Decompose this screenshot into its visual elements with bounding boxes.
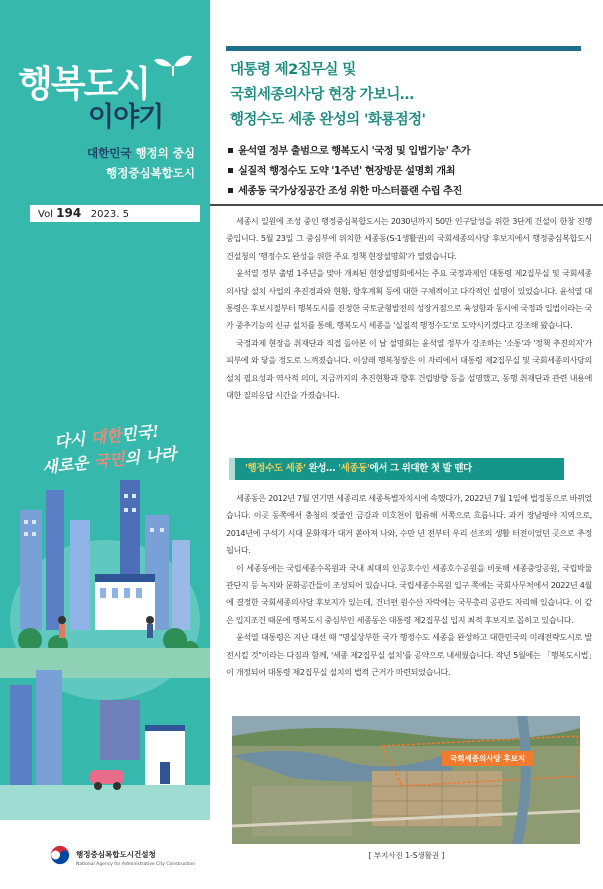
slogan-text: 새로운	[41, 452, 95, 477]
subtitle-line2: 행정중심복합도시	[106, 166, 195, 180]
article-body-top	[226, 213, 592, 404]
headline	[230, 58, 590, 133]
bullet-text: 세종동 국가상징공간 조성 위한 마스터플랜 수립 추진	[238, 186, 462, 197]
subtitle-prefix: 대한민국	[86, 146, 132, 160]
main-article	[210, 0, 603, 889]
bullet-item	[228, 142, 598, 162]
leaf-sprout-icon	[154, 56, 192, 76]
aerial-photo	[232, 716, 580, 844]
magazine-logo	[14, 52, 204, 132]
issue-date: 2023. 5	[90, 209, 129, 220]
logo-title-line1: 행복도시	[18, 64, 150, 105]
section-heading-text: 에서 그 위대한 첫 발 뗀다	[369, 463, 472, 474]
photo-caption: [ 부지사진 1-S생활권 ]	[368, 851, 445, 860]
slogan-accent: 대한	[89, 425, 123, 448]
bullet-item	[228, 182, 598, 202]
aerial-site-image	[232, 716, 580, 844]
section-heading-quote: '세종동'	[338, 463, 370, 474]
summary-bullets	[228, 142, 598, 202]
photo-label: 국회세종의사당 후보지	[442, 751, 533, 766]
slogan-text: 다시	[53, 428, 92, 452]
subtitle-block	[0, 145, 195, 181]
paragraph: 윤석열 정부 출범 1주년을 맞아 개최된 현장설명회에서는 주요 국정과제인 대통령 제2집무실 및 국회세종의사당 설치 사업의 추진경과와 현황, 향후계획 등에 대한 구체적이고 다각적인 설명이 있었습니다. 윤석열 대통령은 후보시절부터 행복도시를 진정한 국토균형발전의 성장거점으로 육성함과 동시에 국정과 입법이라는 국가 중추기능의 신규 설치를 통해, 행복도시 세종을 '실질적 행정수도'로 도약시키겠다고 강조해 왔습니다.	[226, 268, 592, 331]
section-heading	[229, 458, 564, 480]
slogan-text: 의 나라	[123, 443, 178, 469]
korea-emblem-icon	[50, 845, 70, 865]
bullet-text: 실질적 행정수도 도약 '1주년' 현장방문 설명회 개최	[238, 166, 455, 177]
square-bullet-icon	[228, 168, 233, 173]
section-heading-quote: '행정수도 세종'	[245, 463, 306, 474]
slogan-accent: 국민	[92, 449, 126, 472]
org-name-en: National Agency for Administrative City Construction	[76, 862, 196, 867]
headline-top-bar	[226, 46, 581, 51]
sidebar	[0, 0, 210, 889]
paragraph: 이 세종동에는 국립세종수목원과 국내 최대의 인공호수인 세종호수공원을 비롯해 세종중앙공원, 국립박물관단지 등 녹지와 문화공간들이 조성되어 있습니다. 국립세종수목원 입구 쪽에는 국회사무처에서 2022년 4월에 결정한 국회세종의사당 후보지가 있는데, 건너편 원수산 자락에는 국무총리 공관도 자리해 있습니다. 이 같은 입지조건 때문에 행복도시 중심부인 세종동은 대통령 제2집무실 입지 최적 후보지로 꼽히고 있습니다.	[226, 562, 592, 625]
section-divider	[210, 204, 603, 206]
paragraph: 국정과제 현장을 취재단과 직접 돌아본 이 날 설명회는 윤석열 정부가 강조하는 '소통'과 '정책 추진의지'가 피부에 와 닿을 정도로 느껴졌습니다. 이상래 행복청장은 이 자리에서 대통령 제2집무실 및 국회세종의사당의 설치 필요성과 역사적 의미, 지금까지의 추진현황과 향후 건립방향 등을 설명했고, 동행 취재단과 관련 내용에 대한 질의응답 시간을 가졌습니다.	[226, 337, 592, 401]
headline-line: 국회세종의사당 현장 가보니…	[230, 87, 414, 103]
headline-line: 행정수도 세종 완성의 '화룡점정'	[230, 112, 426, 128]
issue-info-bar	[30, 205, 200, 222]
vol-label: Vol	[38, 209, 53, 220]
bullet-item	[228, 162, 598, 182]
publisher-org	[50, 842, 195, 867]
square-bullet-icon	[228, 148, 233, 153]
city-illustration	[0, 470, 210, 820]
paragraph: 윤석열 대통령은 지난 대선 때 "명실상부한 국가 행정수도 세종을 완성하고 대한민국의 미래전략도시로 발전시킬 것"이라는 다짐과 함께, '세종 제2집무실 설치'를 공약으로 내세웠습니다. 작년 5월에는 「행복도시법」이 개정되어 대통령 제2집무실 설치의 법적 근거가 마련되었습니다.	[226, 632, 592, 678]
article-body-bottom	[226, 490, 592, 681]
headline-line: 대통령 제2집무실 및	[230, 62, 356, 78]
slogan-text: 민국!	[120, 421, 161, 445]
section-heading-text: 완성…	[305, 463, 339, 474]
bullet-text: 윤석열 정부 출범으로 행복도시 '국정 및 입법기능' 추가	[238, 146, 471, 157]
paragraph: 세종시 일원에 조성 중인 행정중심복합도시는 2030년까지 50만 인구달성을 위한 3단계 건설이 한창 진행 중입니다. 5월 23일 그 중심부에 위치한 세종동(S-1생활권)의 국회세종의사당 후보지에서 행정중심복합도시건설청의 '행정수도 완성을 위한 주요 정책 현장설명회'가 열렸습니다.	[226, 216, 592, 261]
vol-number: 194	[56, 206, 82, 220]
subtitle-emph: 행정의 중심	[135, 146, 195, 160]
square-bullet-icon	[228, 188, 233, 193]
org-name: 행정중심복합도시건설청	[76, 850, 156, 859]
paragraph: 세종동은 2012년 7월 연기면 세종리로 세종특별자치시에 속했다가, 2022년 7월 1일에 법정동으로 바뀌었습니다. 이곳 동쪽에서 충청의 젖줄인 금강과 미호천이 합류해 서쪽으로 흐릅니다. 과거 장남평야 지역으로, 2014년에 구석기 시대 문화재가 대거 쏟아져 나와, 수만 년 전부터 우리 선조의 생활 터전이었던 곳으로 추정됩니다.	[226, 493, 592, 556]
logo-title-line2: 이야기	[88, 102, 164, 132]
